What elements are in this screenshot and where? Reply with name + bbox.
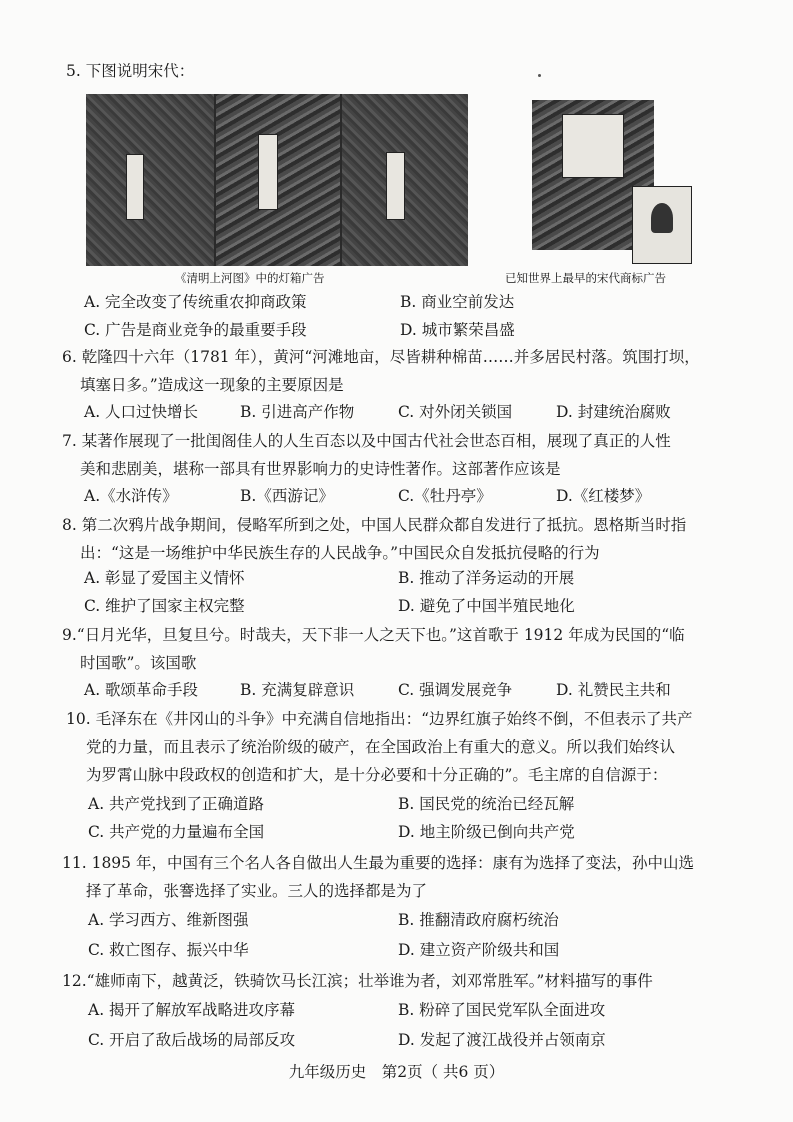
q12-option-c[interactable]: C. 开启了敌后战场的局部反攻	[88, 1031, 296, 1049]
q9-option-c[interactable]: C. 强调发展竞争	[398, 681, 513, 699]
q11-stem-line1: 11. 1895 年，中国有三个名人各自做出人生最为重要的选择：康有为选择了变法，孙中山选	[62, 854, 694, 872]
q5-option-d[interactable]: D. 城市繁荣昌盛	[400, 321, 515, 339]
shop-sign-3	[386, 152, 405, 220]
q11-option-a[interactable]: A. 学习西方、维新图强	[88, 911, 249, 929]
q5-option-b[interactable]: B. 商业空前发达	[400, 293, 515, 311]
q11-stem-line2: 择了革命，张謇选择了实业。三人的选择都是为了	[86, 882, 428, 900]
q10-stem-line3: 为罗霄山脉中段政权的创造和扩大，是十分必要和十分正确的”。毛主席的自信源于：	[86, 766, 668, 784]
q12-option-b[interactable]: B. 粉碎了国民党军队全面进攻	[398, 1001, 606, 1019]
q8-stem-line2: 出：“这是一场维护中华民族生存的人民战争。”中国民众自发抵抗侵略的行为	[80, 544, 600, 562]
q8-option-b[interactable]: B. 推动了洋务运动的开展	[398, 569, 575, 587]
q5-caption-left: 《清明上河图》中的灯箱广告	[175, 271, 325, 285]
q10-stem-line2: 党的力量，而且表示了统治阶级的破产，在全国政治上有重大的意义。所以我们始终认	[86, 738, 676, 756]
q8-stem-line1: 8. 第二次鸦片战争期间，侵略军所到之处，中国人民群众都自发进行了抵抗。恩格斯当时指	[62, 516, 687, 534]
q7-option-a[interactable]: A.《水浒传》	[84, 487, 178, 505]
q8-option-c[interactable]: C. 维护了国家主权完整	[84, 597, 245, 615]
q11-option-b[interactable]: B. 推翻清政府腐朽统治	[398, 911, 559, 929]
shop-sign-1	[126, 154, 144, 220]
q11-option-c[interactable]: C. 救亡图存、振兴中华	[88, 941, 249, 959]
q11-option-d[interactable]: D. 建立资产阶级共和国	[398, 941, 560, 959]
q7-option-d[interactable]: D.《红楼梦》	[556, 487, 651, 505]
q6-option-c[interactable]: C. 对外闭关锁国	[398, 403, 513, 421]
q12-option-a[interactable]: A. 揭开了解放军战略进攻序幕	[88, 1001, 296, 1019]
q12-option-d[interactable]: D. 发起了渡江战役并占领南京	[398, 1031, 606, 1049]
q10-option-b[interactable]: B. 国民党的统治已经瓦解	[398, 795, 575, 813]
rabbit-figure-icon	[651, 203, 673, 233]
q5-caption-right: 已知世界上最早的宋代商标广告	[505, 271, 666, 285]
q9-option-a[interactable]: A. 歌颂革命手段	[84, 681, 199, 699]
q12-stem-line1: 12.“雄师南下，越黄泛，铁骑饮马长江滨；壮举谁为者，刘邓常胜军。”材料描写的事件	[62, 972, 653, 990]
q5-option-a[interactable]: A. 完全改变了传统重农抑商政策	[84, 293, 307, 311]
trademark-plate	[562, 114, 624, 178]
scan-speck	[538, 74, 541, 77]
q10-option-c[interactable]: C. 共产党的力量遍布全国	[88, 823, 265, 841]
trademark-detail-image	[632, 186, 692, 264]
q6-option-d[interactable]: D. 封建统治腐败	[556, 403, 671, 421]
q10-option-a[interactable]: A. 共产党找到了正确道路	[88, 795, 265, 813]
q6-stem-line2: 填塞日多。”造成这一现象的主要原因是	[80, 376, 344, 394]
q6-option-a[interactable]: A. 人口过快增长	[84, 403, 199, 421]
q10-option-d[interactable]: D. 地主阶级已倒向共产党	[398, 823, 575, 841]
q9-option-b[interactable]: B. 充满复辟意识	[240, 681, 355, 699]
q6-stem-line1: 6. 乾隆四十六年（1781 年），黄河“河滩地亩，尽皆耕种棉苗……并多居民村落。筑围打坝，	[62, 348, 700, 366]
q9-stem-line2: 时国歌”。该国歌	[80, 654, 197, 672]
q9-option-d[interactable]: D. 礼赞民主共和	[556, 681, 671, 699]
q10-stem-line1: 10. 毛泽东在《井冈山的斗争》中充满自信地指出：“边界红旗子始终不倒，不但表示了共产	[66, 710, 693, 728]
q5-option-c[interactable]: C. 广告是商业竞争的最重要手段	[84, 321, 307, 339]
q7-stem-line2: 美和悲剧美，堪称一部具有世界影响力的史诗性著作。这部著作应该是	[80, 460, 561, 478]
q7-stem-line1: 7. 某著作展现了一批闺阁佳人的人生百态以及中国古代社会世态百相，展现了真正的人性	[62, 432, 671, 450]
shop-sign-2	[258, 134, 278, 210]
q7-option-c[interactable]: C.《牡丹亭》	[398, 487, 492, 505]
page-footer: 九年级历史 第2页（ 共6 页）	[288, 1063, 505, 1081]
q5-stem: 5. 下图说明宋代：	[66, 62, 195, 80]
qingming-scroll-image	[86, 94, 468, 266]
q8-option-d[interactable]: D. 避免了中国半殖民地化	[398, 597, 575, 615]
q9-stem-line1: 9.“日月光华，旦复旦兮。时哉夫，天下非一人之天下也。”这首歌于 1912 年成为民国的“临	[62, 626, 685, 644]
q8-option-a[interactable]: A. 彰显了爱国主义情怀	[84, 569, 245, 587]
q6-option-b[interactable]: B. 引进高产作物	[240, 403, 355, 421]
q7-option-b[interactable]: B.《西游记》	[240, 487, 334, 505]
